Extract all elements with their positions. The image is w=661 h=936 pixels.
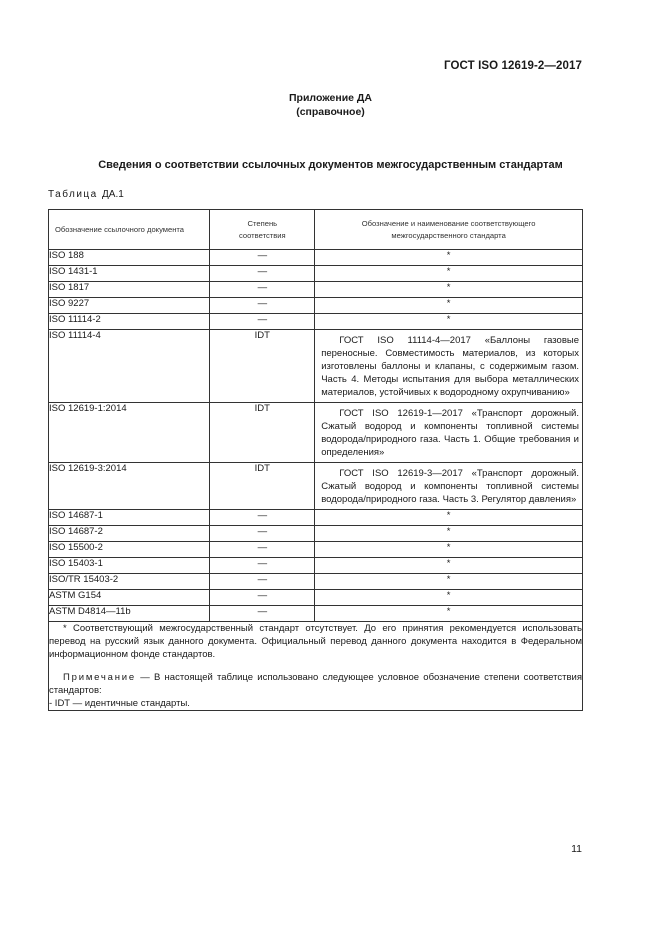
note-item: - IDT — идентичные стандарты.	[49, 698, 190, 709]
table-row	[49, 463, 583, 510]
table-row	[49, 526, 583, 542]
standard-cell: *	[315, 298, 583, 314]
degree-cell: —	[210, 606, 315, 622]
standard-cell: *	[315, 526, 583, 542]
table-footnote-cell	[49, 622, 583, 711]
note-text: — В настоящей таблице использовано следующее условное обозначение степени соответствия стандартов:	[49, 672, 582, 696]
standard-description: ГОСТ ISO 12619-1—2017 «Транспорт дорожный. Сжатый водород и компоненты топливной системы водорода/природного газа. Часть 1. Общие требования и определения»	[321, 408, 579, 458]
reference-doc-cell: ISO 11114-2	[49, 314, 210, 330]
standard-cell: *	[315, 314, 583, 330]
reference-doc-cell: ASTM G154	[49, 590, 210, 606]
table-row	[49, 250, 583, 266]
degree-cell: —	[210, 266, 315, 282]
reference-doc-cell: ISO 1817	[49, 282, 210, 298]
reference-doc-cell: ISO 188	[49, 250, 210, 266]
degree-cell: IDT	[210, 330, 315, 403]
standard-cell: *	[315, 250, 583, 266]
degree-cell: IDT	[210, 403, 315, 463]
degree-cell: —	[210, 250, 315, 266]
table-row	[49, 298, 583, 314]
document-code: ГОСТ ISO 12619-2—2017	[444, 60, 582, 72]
reference-doc-cell: ISO 15500-2	[49, 542, 210, 558]
table-row	[49, 510, 583, 526]
table-row	[49, 574, 583, 590]
column-header-degree-text: Степень соответствия	[239, 218, 286, 240]
standard-cell: *	[315, 266, 583, 282]
table-caption-number: ДА.1	[102, 189, 124, 200]
degree-cell: —	[210, 574, 315, 590]
reference-doc-cell: ISO/TR 15403-2	[49, 574, 210, 590]
degree-cell: —	[210, 558, 315, 574]
degree-cell: —	[210, 526, 315, 542]
reference-doc-cell: ASTM D4814—11b	[49, 606, 210, 622]
column-header-reference-doc: Обозначение ссылочного документа	[49, 210, 210, 250]
appendix-title: Приложение ДА	[289, 92, 372, 104]
standard-cell: *	[315, 606, 583, 622]
table-row	[49, 590, 583, 606]
table-footnote: * Соответствующий межгосударственный стандарт отсутствует. До его принятия рекомендуется использовать перевод на русский язык данного документа. Официальный перевод данного документа находится в Федеральном информационном фонде стандартов.	[49, 623, 582, 660]
table-row	[49, 558, 583, 574]
table-row	[49, 282, 583, 298]
reference-doc-cell: ISO 9227	[49, 298, 210, 314]
table-row	[49, 403, 583, 463]
standard-cell: *	[315, 282, 583, 298]
section-title: Сведения о соответствии ссылочных документов межгосударственным стандартам	[98, 159, 563, 171]
standard-cell	[315, 403, 583, 463]
standard-cell: *	[315, 574, 583, 590]
page-number: 11	[571, 843, 582, 855]
table-caption	[48, 189, 124, 200]
table-header-row	[49, 210, 583, 250]
standard-description: ГОСТ ISO 12619-3—2017 «Транспорт дорожный. Сжатый водород и компоненты топливной системы водорода/природного газа. Часть 3. Регулятор давления»	[321, 468, 579, 505]
note-label: Примечание	[63, 672, 136, 683]
table-note	[49, 671, 582, 697]
standard-cell: *	[315, 510, 583, 526]
reference-doc-cell: ISO 14687-1	[49, 510, 210, 526]
degree-cell: —	[210, 510, 315, 526]
standard-description: ГОСТ ISO 11114-4—2017 «Баллоны газовые переносные. Совместимость материалов, из которых изготовлены баллоны и клапаны, с содержимым газом. Часть 4. Методы испытания для выбора металлических материалов, устойчивых к водородному охрупчиванию»	[321, 335, 579, 398]
degree-cell: —	[210, 590, 315, 606]
correspondence-table	[48, 209, 583, 711]
standard-cell: *	[315, 558, 583, 574]
degree-cell: —	[210, 282, 315, 298]
degree-cell: —	[210, 298, 315, 314]
reference-doc-cell: ISO 12619-1:2014	[49, 403, 210, 463]
degree-cell: —	[210, 314, 315, 330]
table-row	[49, 266, 583, 282]
table-caption-word: Таблица	[48, 189, 98, 200]
degree-cell: —	[210, 542, 315, 558]
standard-cell: *	[315, 542, 583, 558]
standard-cell: *	[315, 590, 583, 606]
table-row	[49, 314, 583, 330]
standard-cell	[315, 330, 583, 403]
reference-doc-cell: ISO 15403-1	[49, 558, 210, 574]
table-row	[49, 542, 583, 558]
degree-cell: IDT	[210, 463, 315, 510]
column-header-standard	[315, 210, 583, 250]
table-row	[49, 330, 583, 403]
appendix-heading	[0, 91, 661, 119]
column-header-degree	[210, 210, 315, 250]
column-header-standard-text: Обозначение и наименование соответствующего межгосударственного стандарта	[361, 218, 536, 240]
reference-doc-cell: ISO 1431-1	[49, 266, 210, 282]
reference-doc-cell: ISO 14687-2	[49, 526, 210, 542]
appendix-subtitle: (справочное)	[296, 106, 365, 118]
reference-doc-cell: ISO 12619-3:2014	[49, 463, 210, 510]
table-row	[49, 606, 583, 622]
table-footnote-row	[49, 622, 583, 711]
reference-doc-cell: ISO 11114-4	[49, 330, 210, 403]
standard-cell	[315, 463, 583, 510]
